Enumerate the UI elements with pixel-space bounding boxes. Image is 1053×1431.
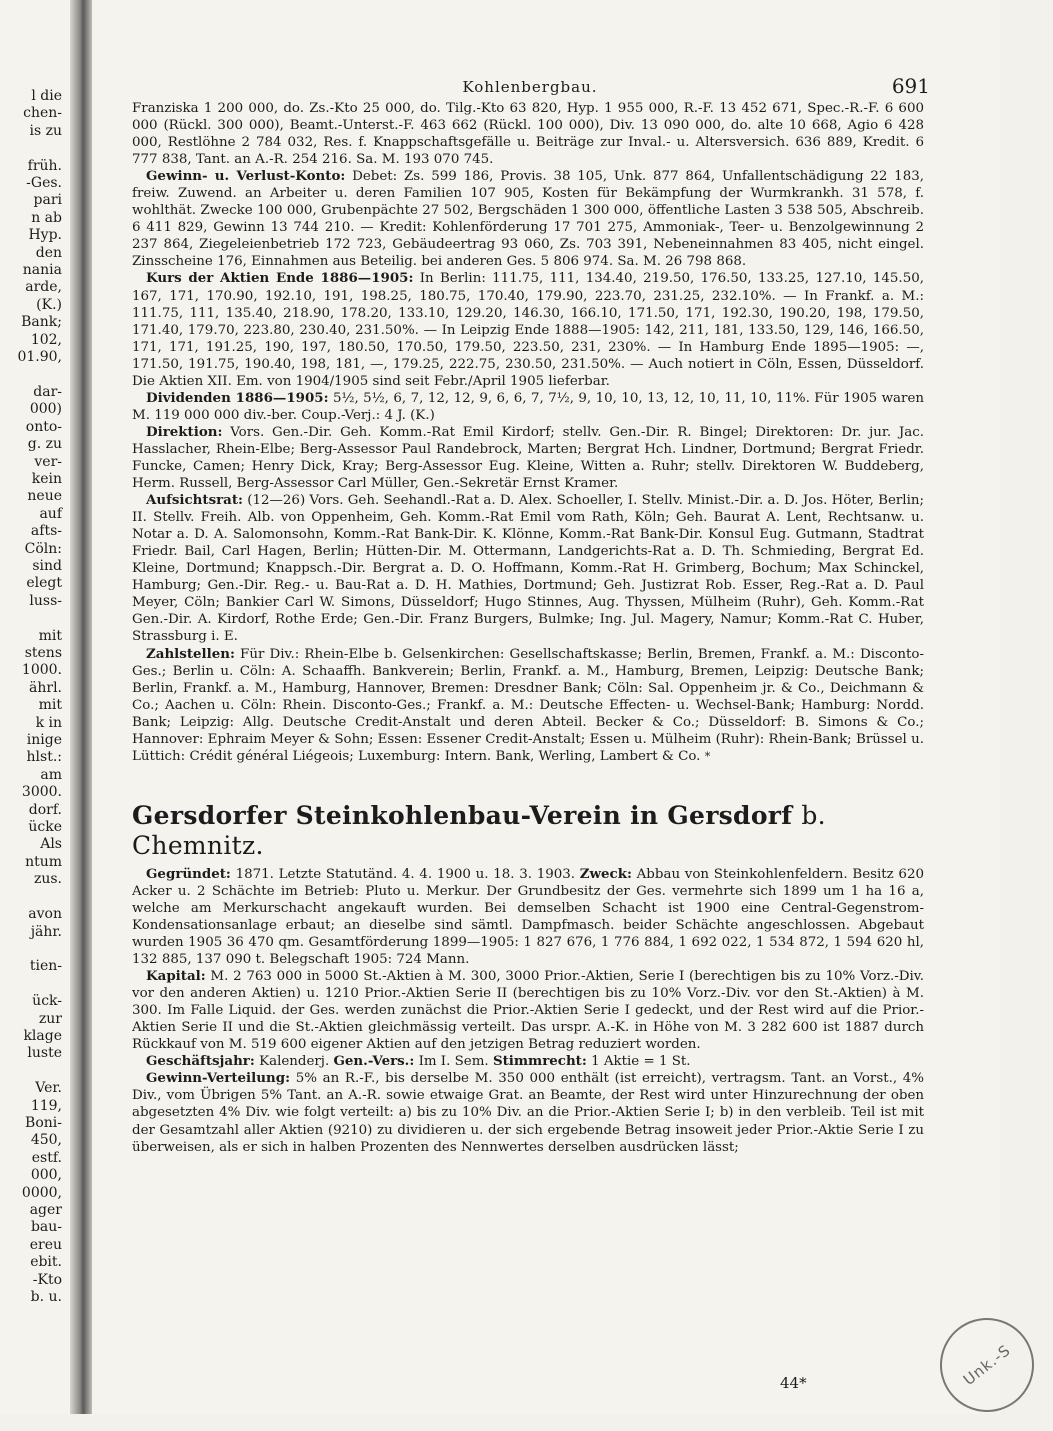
fragment-line: ver- bbox=[34, 453, 62, 470]
fragment-line: 01.90, bbox=[17, 349, 62, 366]
fragment-line: ährl. bbox=[29, 679, 62, 696]
fragment-line: pari bbox=[33, 192, 62, 209]
end-mark: * bbox=[704, 749, 711, 763]
fragment-line: (K.) bbox=[36, 296, 62, 313]
section-label: Kapital: bbox=[146, 968, 206, 985]
fragment-line: g. zu bbox=[27, 436, 62, 453]
fragment-line: ück- bbox=[32, 993, 62, 1010]
geschaeftsjahr-section: Geschäftsjahr: Kalenderj. Gen.-Vers.: Im I. Sem. Stimmrecht: 1 Aktie = 1 St. bbox=[146, 1053, 691, 1070]
aufsichtsrat-section: Aufsichtsrat: (12—26) Vors. Geh. Seehandl.-Rat a. D. Alex. Schoeller, I. Stellv. Minist.-Dir. a. D. Jos. Höter, Berlin; II. Stellv. Freih. Alb. von Oppenheim, Geh. Komm.-Rat Emil vom Rath, Köln; Geh. Baurat A. Lent, Rechtsanw. u. Notar a. D. A. Salomonsohn, Komm.-Rat Bank-Dir. K. Klönne, Komm.-Rat Bank-Dir. Konsul Eug. Gutmann, Stadtrat Friedr. Bail, Carl Hagen, Berlin; Hütten-Dir. M. Ottermann, Landgerichts-Rat a. D. Th. Schmieding, Bergrat Ed. Kleine, Dortmund; Knappsch.-Dir. Bergrat a. D. O. Hoffmann, Komm.-Rat H. Grimberg, Bochum; Max Schinckel, Hamburg; Gen.-Dir. Reg.- u. Bau-Rat a. D. H. Mathies, Dortmund; Geh. Justizrat Rob. Esser, Reg.-Rat a. D. Paul Meyer, Cöln; Bankier Carl W. Simons, Düsseldorf; Hugo Stinnes, Aug. Thyssen, Mülheim (Ruhr), Geh. Komm.-Rat Gen.-Dir. A. Kirdorf, Rothe Erde; Gen.-Dir. Franz Burgers, Bulmke; Ing. Jul. Magery, Namur; Komm.-Rat C. Huber, Strassburg i. E. bbox=[132, 492, 924, 645]
fragment-line: 119, bbox=[30, 1097, 62, 1114]
fragment-line: avon bbox=[28, 906, 62, 923]
fragment-line bbox=[0, 140, 62, 157]
fragment-line bbox=[0, 976, 62, 993]
fragment-line bbox=[0, 1063, 62, 1080]
signature-mark: 44* bbox=[780, 1374, 807, 1392]
balance-continuation: Franziska 1 200 000, do. Zs.-Kto 25 000, do. Tilg.-Kto 63 820, Hyp. 1 955 000, R.-F. 13 452 671, Spec.-R.-F. 6 600 000 (Rückl. 300 000), Beamt.-Unterst.-F. 463 662 (Rückl. 100 000), Div. 13 090 000, do. alte 10 668, Agio 6 428 000, Restlöhne 2 784 032, Res. f. Knappschaftsgefälle u. Beiträge zur Inval.- u. Altersversich. 636 889, Kredit. 6 777 838, Tant. an A.-R. 254 216. Sa. M. 193 070 745. bbox=[132, 101, 924, 168]
fragment-line: 0000, bbox=[21, 1184, 62, 1201]
section-label: Aufsichtsrat: bbox=[146, 492, 243, 509]
section-label: Direktion: bbox=[146, 423, 223, 440]
fragment-line: arde, bbox=[25, 279, 62, 296]
section-label: Zahlstellen: bbox=[146, 645, 235, 662]
company-location: b. Chemnitz. bbox=[132, 800, 826, 860]
fragment-line: luss- bbox=[29, 592, 62, 609]
main-text-column bbox=[132, 100, 924, 1156]
fragment-line: ücke bbox=[28, 819, 62, 836]
fragment-line: nania bbox=[22, 262, 62, 279]
fragment-line: ager bbox=[29, 1202, 62, 1218]
fragment-line: 3000. bbox=[21, 784, 62, 801]
fragment-line bbox=[0, 610, 62, 627]
fragment-line: Als bbox=[40, 836, 62, 853]
fragment-line: früh. bbox=[27, 157, 62, 174]
fragment-line: 000) bbox=[29, 401, 62, 418]
section-label: Geschäftsjahr: bbox=[146, 1053, 255, 1070]
library-stamp: Unk.-S bbox=[921, 1299, 1053, 1431]
fragment-line: klage bbox=[23, 1027, 62, 1044]
fragment-line: k in bbox=[35, 714, 62, 731]
page-header bbox=[130, 74, 930, 100]
fragment-line: is zu bbox=[29, 122, 62, 139]
fragment-line: jähr. bbox=[30, 923, 62, 940]
fragment-line: neue bbox=[27, 488, 62, 505]
section-label: Dividenden 1886—1905: bbox=[146, 389, 329, 406]
fragment-line: ntum bbox=[25, 853, 62, 870]
running-title: Kohlenbergbau. bbox=[462, 78, 598, 96]
fragment-line: inige bbox=[26, 732, 62, 749]
fragment-line: mit bbox=[38, 627, 62, 644]
fragment-line: -Ges. bbox=[26, 175, 62, 192]
zahlstellen-section: Zahlstellen: Für Div.: Rhein-Elbe b. Gelsenkirchen: Gesellschaftskasse; Berlin, Bremen, Frankf. a. M.: Disconto-Ges.; Berlin u. Cöln: A. Schaaffh. Bankverein; Berlin, Frankf. a. M., Hamburg, Bremen, Leipzig: Deutsche Bank; Berlin, Frankf. a. M., Hamburg, Hannover, Bremen: Dresdner Bank; Cöln: Sal. Oppenheim jr. & Co., Deichmann & Co.; Aachen u. Cöln: Rhein. Disconto-Ges.; Frankf. a. M.: Deutsche Effecten- u. Wechsel-Bank; Hamburg: Nordd. Bank; Leipzig: Allg. Deutsche Credit-Anstalt und deren Abteil. Becker & Co.; Düsseldorf: B. Simons & Co.; Hannover: Ephraim Meyer & Sohn; Essen: Essener Credit-Anstalt; Essen u. Mülheim (Ruhr): Rhein-Bank; Brüssel u. Lüttich: Crédit général Liégeois; Luxemburg: Intern. Bank, Werling, Lambert & Co. * bbox=[132, 645, 924, 764]
fragment-line: auf bbox=[39, 505, 62, 522]
fragment-line: Hyp. bbox=[28, 227, 62, 244]
fragment-line: Cöln: bbox=[24, 540, 62, 557]
gegruendet-section: Gegründet: 1871. Letzte Statutänd. 4. 4. 1900 u. 18. 3. 1903. Zweck: Abbau von Steinkohlenfeldern. Besitz 620 Acker u. 2 Schächte im Betrieb: Pluto u. Merkur. Der Grundbesitz der Ges. vermehrte sich 1899 um 1 ha 16 a, welche am Merkurschacht angekauft wurden. Bei demselben Schacht ist 1900 eine Central-Gegenstrom-Kondensationsanlage erbaut; an dieselbe sind sämtl. Dampfmasch. beider Schächte angeschlossen. Abgebaut wurden 1905 36 470 qm. Gesamtförderung 1899—1905: 1 827 676, 1 776 884, 1 692 022, 1 534 872, 1 594 620 hl, 132 885, 137 090 t. Belegschaft 1905: 724 Mann. bbox=[132, 865, 924, 968]
fragment-line: ebit. bbox=[30, 1254, 62, 1271]
section-label: Gewinn-Verteilung: bbox=[146, 1070, 291, 1087]
fragment-line: afts- bbox=[30, 523, 62, 540]
fragment-line bbox=[0, 367, 62, 384]
section-label: Gen.-Vers.: bbox=[333, 1053, 415, 1070]
adjacent-page-fragment bbox=[0, 88, 62, 1348]
fragment-line: den bbox=[35, 244, 62, 261]
direktion-section: Direktion: Vors. Gen.-Dir. Geh. Komm.-Rat Emil Kirdorf; stellv. Gen.-Dir. R. Bingel; Direktoren: Dr. jur. Jac. Hasslacher, Rhein-Elbe; Berg-Assessor Paul Randebrock, Marten; Bergrat Hch. Lindner, Dortmund; Bergrat Friedr. Funcke, Camen; Henry Dick, Kray; Berg-Assessor Eug. Kleine, Witten a. Ruhr; stellv. Direktoren W. Buddeberg, Herm. Russell, Berg-Assessor Carl Müller, Gen.-Sekretär Ernst Kramer. bbox=[132, 423, 924, 492]
fragment-line: 450, bbox=[30, 1132, 62, 1149]
kurs-section: Kurs der Aktien Ende 1886—1905: In Berlin: 111.75, 111, 134.40, 219.50, 176.50, 133.25, 127.10, 145.50, 167, 171, 170.90, 192.10, 191, 198.25, 180.75, 170.40, 179.90, 223.70, 231.25, 232.10%. — In Frankf. a. M.: 111.75, 111, 135.40, 218.90, 178.20, 133.10, 129.20, 146.30, 166.10, 171.50, 171, 192.30, 190.20, 198, 179.50, 171.40, 179.70, 223.80, 230.40, 231.50%. — In Leipzig Ende 1888—1905: 142, 211, 181, 133.50, 129, 146, 166.50, 171, 171, 191.25, 190, 197, 180.50, 170.50, 179.50, 223.50, 231, 230%. — In Hamburg Ende 1895—1905: —, 171.50, 191.75, 190.40, 198, 181, —, 179.25, 222.75, 230.50, 231.50%. — Auch notiert in Cöln, Essen, Düsseldorf. Die Aktien XII. Em. von 1904/1905 sind seit Febr./April 1905 lieferbar. bbox=[132, 270, 924, 389]
fragment-line: n ab bbox=[31, 209, 62, 226]
gewinn-verlust-section: Gewinn- u. Verlust-Konto: Debet: Zs. 599 186, Provis. 38 105, Unk. 877 864, Unfallentschädigung 22 183, freiw. Zuwend. an Arbeiter u. deren Familien 107 905, Kosten für Bekämpfung der Wurmkrankh. 31 578, f. wohlthät. Zwecke 100 000, Grubenpächte 27 502, Bergschäden 1 300 000, öffentliche Lasten 3 538 505, Abschreib. 6 411 829, Gewinn 13 744 210. — Kredit: Kohlenförderung 17 701 275, Ammoniak-, Teer- u. Benzolgewinnung 2 237 864, Ziegeleienbetrieb 172 723, Gebäudeertrag 93 060, Zs. 703 391, Nebeneinnahmen 83 405, nicht eingel. Zinsscheine 176, Einnahmen aus Beteilig. bei anderen Ges. 5 806 974. Sa. M. 26 798 868. bbox=[132, 168, 924, 270]
fragment-line: estf. bbox=[31, 1149, 62, 1166]
kapital-section: Kapital: M. 2 763 000 in 5000 St.-Aktien à M. 300, 3000 Prior.-Aktien, Serie I (berechtigen bis zu 10% Vorz.-Div. vor den anderen Aktien) u. 1210 Prior.-Aktien Serie II (berechtigen bis zu 10% Vorz.-Div. vor den St.-Aktien) à M. 300. Im Falle Liquid. der Ges. werden zunächst die Prior.-Aktien Serie I gedeckt, und der Rest wird auf die Prior.-Aktien Serie II und die St.-Aktien gleichmässig verteilt. Das urspr. A.-K. in Höhe von M. 3 282 600 ist 1887 durch Rückkauf von M. 519 600 eigener Aktien auf den jetzigen Betrag reduziert worden. bbox=[132, 968, 924, 1053]
section-label: Stimmrecht: bbox=[492, 1053, 587, 1070]
fragment-line: hlst.: bbox=[26, 749, 62, 766]
fragment-line: 102, bbox=[30, 331, 62, 348]
fragment-line: zus. bbox=[33, 871, 62, 888]
fragment-line: luste bbox=[27, 1045, 62, 1062]
fragment-line: Boni- bbox=[25, 1114, 62, 1131]
company-heading: Gersdorfer Steinkohlenbau-Verein in Gersdorf b. Chemnitz. bbox=[132, 800, 826, 860]
fragment-line bbox=[0, 941, 62, 958]
fragment-line: mit bbox=[38, 697, 62, 714]
section-label: Zweck: bbox=[579, 865, 632, 882]
fragment-line: chen- bbox=[23, 105, 62, 122]
fragment-line: am bbox=[40, 766, 62, 783]
fragment-line: Ver. bbox=[35, 1080, 62, 1097]
fragment-line: onto- bbox=[25, 418, 62, 435]
fragment-line: tien- bbox=[29, 958, 62, 975]
fragment-line: dar- bbox=[33, 383, 62, 400]
section-label: Kurs der Aktien Ende 1886—1905: bbox=[146, 270, 414, 287]
fragment-line: ereu bbox=[29, 1236, 62, 1253]
fragment-line: dorf. bbox=[28, 801, 62, 818]
fragment-line: stens bbox=[24, 645, 62, 661]
fragment-line: Bank; bbox=[21, 314, 62, 331]
book-spine-shadow bbox=[70, 0, 92, 1414]
fragment-line: zur bbox=[38, 1010, 62, 1027]
fragment-line: 000, bbox=[30, 1167, 62, 1184]
section-label: Gewinn- u. Verlust-Konto: bbox=[146, 168, 346, 185]
fragment-line: bau- bbox=[30, 1219, 62, 1236]
dividenden-section: Dividenden 1886—1905: 5½, 5½, 6, 7, 12, 12, 9, 6, 6, 7, 7½, 9, 10, 10, 13, 12, 10, 11, 10, 11%. Für 1905 waren M. 119 000 000 div.-ber. Coup.-Verj.: 4 J. (K.) bbox=[132, 389, 924, 423]
fragment-line: elegt bbox=[26, 575, 62, 592]
fragment-line: sind bbox=[32, 557, 62, 574]
section-label: Gegründet: bbox=[146, 865, 231, 882]
fragment-line: 1000. bbox=[21, 662, 62, 679]
page-number: 691 bbox=[891, 74, 930, 98]
fragment-line: -Kto bbox=[32, 1271, 62, 1288]
fragment-line: l die bbox=[31, 88, 62, 104]
fragment-line: kein bbox=[31, 470, 62, 487]
fragment-line: b. u. bbox=[30, 1289, 62, 1306]
fragment-line bbox=[0, 889, 62, 906]
gewinn-verteilung-section: Gewinn-Verteilung: 5% an R.-F., bis derselbe M. 350 000 enthält (ist erreicht), vertragsm. Tant. an Vorst., 4% Div., vom Übrigen 5% Tant. an A.-R. sowie etwaige Grat. an Beamte, der Rest wird unter Hinzurechnung der oben abgesetzten 4% Div. wie folgt verteilt: a) bis zu 10% Div. an die Prior.-Aktien Serie I; b) in den verbleib. Teil ist mit der Gesamtzahl aller Aktien (9210) zu dividieren u. der sich ergebende Betrag insoweit jeder Prior.-Aktie Serie I zu überweisen, als er sich in halben Prozenten des Nennwertes derselben ausdrücken lässt; bbox=[132, 1070, 924, 1155]
